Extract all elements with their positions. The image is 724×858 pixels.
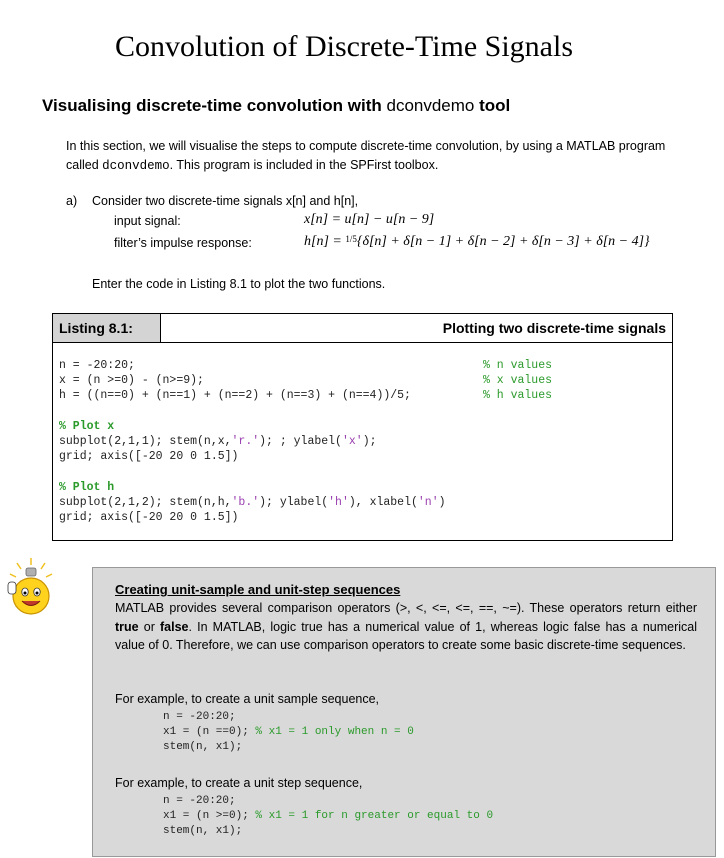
unit-sample-code-2	[163, 725, 414, 740]
section-heading-tail: tool	[479, 96, 511, 115]
intro-program: dconvdemo	[102, 159, 170, 173]
plot-x-line-1	[59, 434, 377, 449]
code-line-3: h = ((n==0) + (n==1) + (n==2) + (n==3) + (n==4))/5;	[59, 389, 411, 402]
plot-h-comment: % Plot h	[59, 481, 115, 494]
note-title: Creating unit-sample and unit-step sequences	[115, 582, 401, 597]
unit-step-code-2	[163, 809, 493, 824]
plot-h-str-3: 'n'	[417, 496, 439, 509]
intro-part1: In this section, we will visualise the steps to compute discrete-time convolution, by using a MATLAB program called	[66, 139, 666, 172]
plot-h-code-b: ); ylabel(	[259, 496, 329, 509]
plot-h-line-2: grid; axis([-20 20 0 1.5])	[59, 511, 239, 524]
plot-h-str-2: 'h'	[328, 496, 349, 509]
filter-eq-rest: {δ[n] + δ[n − 1] + δ[n − 2] + δ[n − 3] + δ[n − 4]}	[356, 234, 650, 249]
code-listing	[52, 313, 673, 541]
lightbulb-smiley-icon	[6, 556, 56, 618]
plot-h-line-1	[59, 495, 446, 510]
note-body	[115, 599, 697, 655]
section-heading	[42, 96, 510, 116]
intro-paragraph	[66, 137, 676, 176]
filter-eq-fraction: 1/5	[345, 234, 357, 244]
unit-sample-comment: % x1 = 1 only when n = 0	[255, 726, 414, 738]
section-heading-text: Visualising discrete-time convolution with	[42, 96, 382, 115]
plot-x-code-a: subplot(2,1,1); stem(n,x,	[59, 435, 232, 448]
item-a-marker: a)	[66, 194, 78, 208]
filter-eq-den: 5	[352, 234, 357, 244]
note-false-word: false	[160, 619, 189, 634]
input-signal-equation: x[n] = u[n] − u[n − 9]	[304, 212, 435, 227]
unit-sample-code-2-text: x1 = (n ==0);	[163, 726, 256, 738]
code-line-1: n = -20:20;	[59, 359, 135, 372]
listing-caption: Plotting two discrete-time signals	[442, 320, 666, 336]
info-note-box	[92, 567, 716, 857]
code-comment-2: % x values	[483, 374, 553, 387]
note-body-3: . In MATLAB, logic true has a numerical value of 1, whereas logic false has a numerical value of 0. Therefore, we can use comparison operators to create some basic discrete-time sequences.	[115, 619, 698, 652]
code-line-2: x = (n >=0) - (n>=9);	[59, 374, 204, 387]
unit-step-code-2-text: x1 = (n >=0);	[163, 810, 256, 822]
code-comment-1: % n values	[483, 359, 553, 372]
plot-h-code-c: ), xlabel(	[348, 496, 418, 509]
plot-x-str-1: 'r.'	[231, 435, 260, 448]
unit-step-code-3: stem(n, x1);	[163, 825, 243, 837]
item-a-text: Consider two discrete-time signals x[n] and h[n],	[92, 194, 359, 208]
unit-step-comment: % x1 = 1 for n greater or equal to 0	[255, 810, 494, 822]
unit-sample-intro: For example, to create a unit sample sequence,	[115, 692, 380, 706]
listing-header	[53, 314, 672, 343]
note-body-1: MATLAB provides several comparison operators (>, <, <=, <=, ==, ~=). These operators return either	[115, 601, 697, 615]
filter-eq-num: 1	[345, 234, 350, 244]
note-true-word: true	[115, 619, 139, 634]
plot-x-line-2: grid; axis([-20 20 0 1.5])	[59, 450, 239, 463]
filter-equation	[304, 234, 650, 250]
plot-h-code-d: )	[438, 496, 446, 509]
plot-x-code-c: );	[362, 435, 377, 448]
unit-sample-code-3: stem(n, x1);	[163, 741, 243, 753]
unit-step-intro: For example, to create a unit step sequence,	[115, 776, 363, 790]
plot-x-comment: % Plot x	[59, 420, 115, 433]
unit-step-code-1: n = -20:20;	[163, 795, 236, 807]
enter-code-text: Enter the code in Listing 8.1 to plot the two functions.	[92, 277, 386, 291]
plot-x-code-b: ); ; ylabel(	[259, 435, 342, 448]
section-heading-tool: dconvdemo	[386, 96, 475, 115]
note-body-2: or	[138, 619, 161, 634]
plot-h-code-a: subplot(2,1,2); stem(n,h,	[59, 496, 232, 509]
page-title: Convolution of Discrete-Time Signals	[114, 30, 574, 63]
plot-x-str-2: 'x'	[341, 435, 363, 448]
input-signal-label: input signal:	[114, 214, 181, 228]
listing-label: Listing 8.1:	[53, 314, 161, 342]
unit-sample-code-1: n = -20:20;	[163, 711, 236, 723]
filter-eq-prefix: h[n] =	[304, 234, 346, 249]
code-comment-3: % h values	[483, 389, 553, 402]
intro-part2: . This program is included in the SPFirst toolbox.	[169, 158, 439, 172]
filter-label: filter’s impulse response:	[114, 236, 252, 250]
plot-h-str-1: 'b.'	[231, 496, 260, 509]
item-a	[66, 194, 359, 208]
